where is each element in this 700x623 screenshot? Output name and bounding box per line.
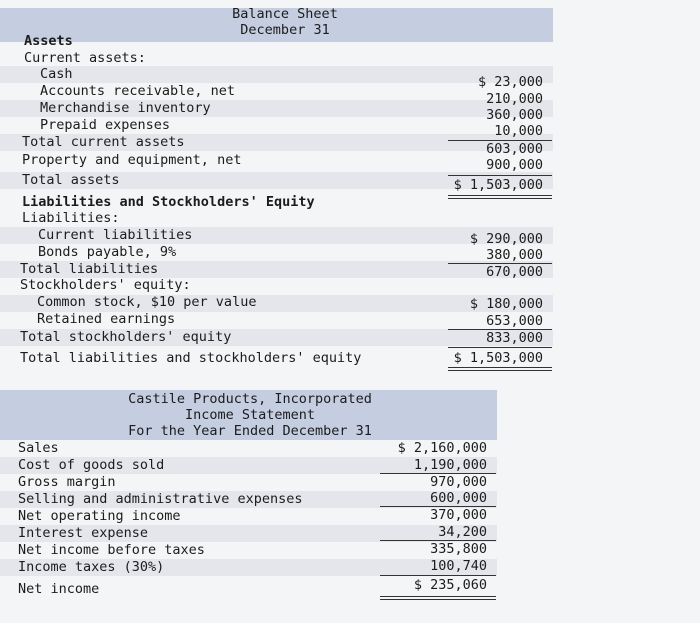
row-label: Interest expense	[18, 525, 149, 541]
section-heading-assets: Assets	[24, 33, 73, 49]
row-label: Net income before taxes	[18, 542, 205, 558]
row-label: Total assets	[22, 172, 120, 188]
row-label: Bonds payable, 9%	[38, 244, 177, 260]
row-label: Income taxes (30%)	[18, 559, 165, 575]
underline	[380, 575, 496, 576]
value-gross-margin: 970,000	[430, 474, 487, 490]
row-label: Current liabilities	[38, 227, 193, 243]
row-label: Net income	[18, 581, 100, 597]
value-total-assets: $ 1,503,000	[453, 177, 543, 193]
value-interest-expense: 34,200	[438, 524, 487, 540]
balance-sheet-title: Balance Sheet	[232, 6, 338, 22]
value-net-operating-income: 370,000	[430, 507, 487, 523]
row-label: Merchandise inventory	[40, 100, 211, 116]
value-cost-of-goods-sold: 1,190,000	[413, 457, 487, 473]
income-statement-title: Income Statement	[184, 407, 316, 423]
value-retained-earnings: 653,000	[486, 313, 543, 329]
value-cash: $ 23,000	[477, 74, 543, 90]
row-label: Total liabilities	[20, 261, 159, 277]
value-property-equipment: 900,000	[486, 157, 543, 173]
value-common-stock: $ 180,000	[469, 296, 543, 312]
row-label: Net operating income	[18, 508, 181, 524]
value-net-income-before-taxes: 335,800	[430, 541, 487, 557]
row-label: Accounts receivable, net	[40, 83, 236, 99]
row-label: Selling and administrative expenses	[18, 491, 303, 507]
section-heading-liabilities-equity: Liabilities and Stockholders' Equity	[22, 194, 315, 210]
value-total-stockholders-equity: 833,000	[486, 330, 543, 346]
row-label: Common stock, $10 per value	[37, 294, 257, 310]
value-merchandise-inventory: 360,000	[486, 107, 543, 123]
value-total-liabilities-equity: $ 1,503,000	[453, 350, 543, 366]
row-label: Cost of goods sold	[18, 457, 165, 473]
underline	[448, 347, 552, 348]
row-label: Property and equipment, net	[22, 152, 242, 168]
row-label: Sales	[18, 440, 59, 456]
value-total-liabilities: 670,000	[486, 264, 543, 280]
row-label: Stockholders' equity:	[20, 277, 191, 293]
row-label: Total liabilities and stockholders' equity	[20, 350, 362, 366]
value-net-income: $ 235,060	[413, 577, 487, 593]
double-underline	[448, 367, 552, 371]
company-name: Castile Products, Incorporated	[128, 391, 372, 407]
row-label: Total current assets	[22, 134, 185, 150]
value-bonds-payable: 380,000	[486, 247, 543, 263]
double-underline	[380, 596, 496, 600]
row-label: Liabilities:	[22, 210, 120, 226]
row-label: Cash	[40, 66, 73, 82]
row-label: Total stockholders' equity	[20, 329, 232, 345]
value-selling-admin-expenses: 600,000	[430, 490, 487, 506]
income-statement-period: For the Year Ended December 31	[128, 423, 372, 439]
value-prepaid-expenses: 10,000	[494, 123, 543, 139]
value-accounts-receivable: 210,000	[486, 91, 543, 107]
balance-sheet-date: December 31	[240, 22, 330, 38]
row-label: Prepaid expenses	[40, 117, 171, 133]
value-total-current-assets: 603,000	[486, 141, 543, 157]
row-label: Retained earnings	[37, 311, 176, 327]
row-label: Current assets:	[24, 50, 146, 66]
double-underline	[448, 195, 552, 199]
value-current-liabilities: $ 290,000	[469, 231, 543, 247]
value-sales: $ 2,160,000	[397, 440, 487, 456]
underline	[448, 175, 552, 176]
row-label: Gross margin	[18, 474, 116, 490]
value-income-taxes: 100,740	[430, 558, 487, 574]
